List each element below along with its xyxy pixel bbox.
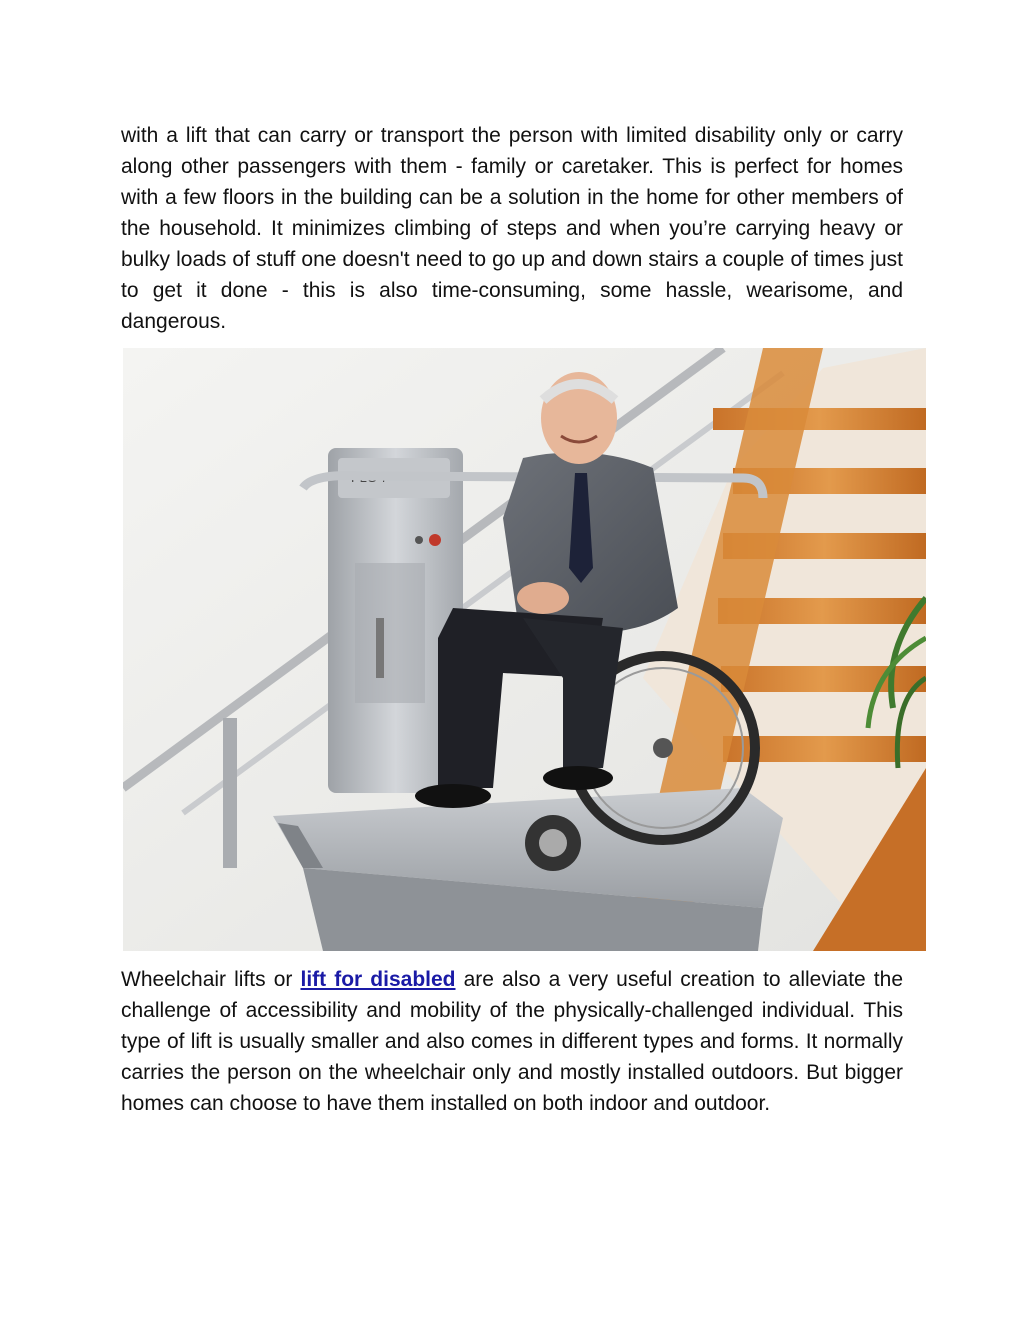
paragraph-2-intro: Wheelchair lifts or	[121, 968, 301, 991]
lift-platform	[273, 788, 783, 951]
paragraph-2-body: are also a very useful creation to alleviate the challenge of accessibility and mobility of the physically-challenged individual. This type of lift is usually smaller and also comes in different types and forms. It normally carries the person on the wheelchair only and mostly installed outdoors. But bigger homes can choose to have them installed on both indoor and outdoor.	[121, 968, 903, 1115]
paragraph-lift-benefits: with a lift that can carry or transport the person with limited disability only or carry along other passengers with them - family or caretaker. This is perfect for homes with a few floors in the building can be a solution in the home for other members of the household. It minimizes climbing of steps and when you’re carrying heavy or bulky loads of stuff one doesn't need to go up and down stairs a couple of times just to get it done - this is also time-consuming, some hassle, wearisome, and dangerous.	[121, 124, 903, 333]
lift-for-disabled-link[interactable]: lift for disabled	[300, 968, 456, 991]
paragraph-wheelchair-lifts	[121, 964, 903, 1119]
lift-model-label: PLG 7	[351, 470, 388, 485]
wheelchair-platform-lift-photo	[123, 348, 926, 951]
